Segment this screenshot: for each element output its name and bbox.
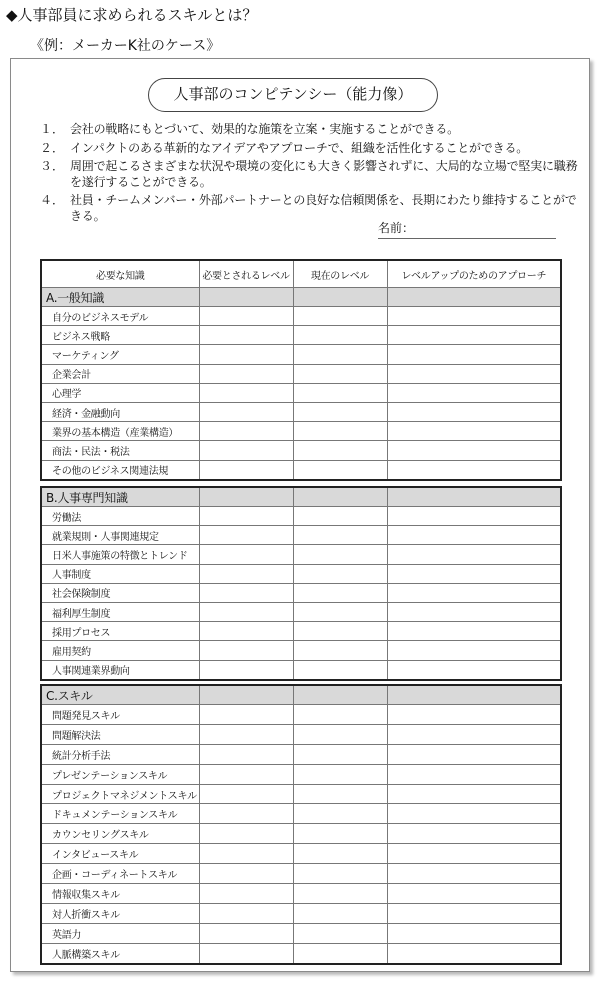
competency-item <box>40 141 580 157</box>
table-row <box>41 583 561 602</box>
current-level-cell[interactable] <box>293 564 387 583</box>
required-level-cell[interactable] <box>199 943 293 963</box>
section-title: B.人事専門知識 <box>41 487 199 507</box>
section-cell <box>293 288 387 307</box>
item-label: 労働法 <box>41 507 199 526</box>
table-row <box>41 564 561 583</box>
required-level-cell[interactable] <box>199 764 293 784</box>
current-level-cell[interactable] <box>293 507 387 526</box>
current-level-cell[interactable] <box>293 864 387 884</box>
required-level-cell[interactable] <box>199 326 293 345</box>
section-cell <box>387 288 561 307</box>
competency-number: ４． <box>40 193 65 207</box>
current-level-cell[interactable] <box>293 460 387 480</box>
competency-number: １． <box>40 122 65 136</box>
table-row <box>41 724 561 744</box>
current-level-cell[interactable] <box>293 705 387 725</box>
approach-cell[interactable] <box>387 364 561 383</box>
approach-cell[interactable] <box>387 824 561 844</box>
current-level-cell[interactable] <box>293 622 387 641</box>
section-header-row <box>41 288 561 307</box>
table-row <box>41 784 561 804</box>
item-label: インタビュースキル <box>41 844 199 864</box>
approach-cell[interactable] <box>387 326 561 345</box>
section-cell <box>293 685 387 705</box>
section-cell <box>199 288 293 307</box>
table-row <box>41 307 561 326</box>
item-label: 対人折衝スキル <box>41 903 199 923</box>
approach-cell[interactable] <box>387 744 561 764</box>
current-level-cell[interactable] <box>293 526 387 545</box>
item-label: プロジェクトマネジメントスキル <box>41 784 199 804</box>
approach-cell[interactable] <box>387 564 561 583</box>
competency-item <box>40 159 580 190</box>
approach-cell[interactable] <box>387 764 561 784</box>
required-level-cell[interactable] <box>199 526 293 545</box>
current-level-cell[interactable] <box>293 764 387 784</box>
current-level-cell[interactable] <box>293 402 387 421</box>
header-current-level: 現在のレベル <box>293 260 387 288</box>
table-row <box>41 844 561 864</box>
approach-cell[interactable] <box>387 441 561 460</box>
table-row <box>41 441 561 460</box>
approach-cell[interactable] <box>387 307 561 326</box>
required-level-cell[interactable] <box>199 383 293 402</box>
current-level-cell[interactable] <box>293 943 387 963</box>
current-level-cell[interactable] <box>293 545 387 564</box>
item-label: 人事関連業界動向 <box>41 660 199 680</box>
section-title: A.一般知識 <box>41 288 199 307</box>
current-level-cell[interactable] <box>293 422 387 441</box>
current-level-cell[interactable] <box>293 660 387 680</box>
item-label: 業界の基本構造（産業構造） <box>41 422 199 441</box>
required-level-cell[interactable] <box>199 545 293 564</box>
table-row <box>41 903 561 923</box>
table-row <box>41 864 561 884</box>
item-label: 就業規則・人事関連規定 <box>41 526 199 545</box>
table-row <box>41 402 561 421</box>
required-level-cell[interactable] <box>199 923 293 943</box>
current-level-cell[interactable] <box>293 583 387 602</box>
table-row <box>41 383 561 402</box>
table-body <box>41 487 561 680</box>
required-level-cell[interactable] <box>199 804 293 824</box>
current-level-cell[interactable] <box>293 441 387 460</box>
example-caption: 《例：メーカーK社のケース》 <box>30 38 221 54</box>
table-row <box>41 764 561 784</box>
item-label: 問題解決法 <box>41 724 199 744</box>
table-row <box>41 507 561 526</box>
approach-cell[interactable] <box>387 583 561 602</box>
section-cell <box>199 685 293 705</box>
competency-number: ２． <box>40 140 65 155</box>
approach-cell[interactable] <box>387 460 561 480</box>
table-row <box>41 602 561 621</box>
required-level-cell[interactable] <box>199 784 293 804</box>
current-level-cell[interactable] <box>293 844 387 864</box>
item-label: ドキュメンテーションスキル <box>41 804 199 824</box>
current-level-cell[interactable] <box>293 824 387 844</box>
competency-number: ３． <box>40 159 65 173</box>
name-field[interactable] <box>378 220 556 239</box>
item-label: 自分のビジネスモデル <box>41 307 199 326</box>
required-level-cell[interactable] <box>199 903 293 923</box>
item-label: 問題発見スキル <box>41 705 199 725</box>
competency-list <box>40 122 580 227</box>
page-heading: ◆人事部員に求められるスキルとは？ <box>6 6 258 24</box>
competency-text: 周囲で起こるさまざまな状況や環境の変化にも大きく影響されずに、大局的な立場で堅実に職務を遂行することができる。 <box>70 159 578 189</box>
current-level-cell[interactable] <box>293 641 387 660</box>
approach-cell[interactable] <box>387 526 561 545</box>
current-level-cell[interactable] <box>293 784 387 804</box>
required-level-cell[interactable] <box>199 641 293 660</box>
table-row <box>41 326 561 345</box>
table-header-row <box>41 260 561 288</box>
current-level-cell[interactable] <box>293 326 387 345</box>
approach-cell[interactable] <box>387 943 561 963</box>
table-body <box>41 260 561 480</box>
current-level-cell[interactable] <box>293 903 387 923</box>
item-label: ビジネス戦略 <box>41 326 199 345</box>
current-level-cell[interactable] <box>293 884 387 904</box>
required-level-cell[interactable] <box>199 884 293 904</box>
knowledge-table-general <box>40 259 562 481</box>
approach-cell[interactable] <box>387 545 561 564</box>
table-row <box>41 345 561 364</box>
table-row <box>41 705 561 725</box>
approach-cell[interactable] <box>387 784 561 804</box>
required-level-cell[interactable] <box>199 622 293 641</box>
current-level-cell[interactable] <box>293 744 387 764</box>
competency-text: インパクトのある革新的なアイデアやアプローチで、組織を活性化することができる。 <box>70 140 529 155</box>
name-label: 名前： <box>378 221 415 235</box>
approach-cell[interactable] <box>387 804 561 824</box>
current-level-cell[interactable] <box>293 364 387 383</box>
approach-cell[interactable] <box>387 622 561 641</box>
required-level-cell[interactable] <box>199 724 293 744</box>
current-level-cell[interactable] <box>293 602 387 621</box>
required-level-cell[interactable] <box>199 744 293 764</box>
required-level-cell[interactable] <box>199 460 293 480</box>
approach-cell[interactable] <box>387 884 561 904</box>
approach-cell[interactable] <box>387 923 561 943</box>
item-label: 経済・金融動向 <box>41 402 199 421</box>
approach-cell[interactable] <box>387 641 561 660</box>
item-label: カウンセリングスキル <box>41 824 199 844</box>
table-row <box>41 824 561 844</box>
required-level-cell[interactable] <box>199 824 293 844</box>
required-level-cell[interactable] <box>199 402 293 421</box>
current-level-cell[interactable] <box>293 383 387 402</box>
table-row <box>41 943 561 963</box>
required-level-cell[interactable] <box>199 844 293 864</box>
knowledge-table-hr <box>40 486 562 681</box>
item-label: 日米人事施策の特徴とトレンド <box>41 545 199 564</box>
item-label: その他のビジネス関連法規 <box>41 460 199 480</box>
required-level-cell[interactable] <box>199 364 293 383</box>
required-level-cell[interactable] <box>199 345 293 364</box>
item-label: 統計分析手法 <box>41 744 199 764</box>
section-cell <box>199 487 293 507</box>
item-label: マーケティング <box>41 345 199 364</box>
section-header-row <box>41 685 561 705</box>
competency-title: 人事部のコンピテンシー（能力像） <box>148 78 438 112</box>
table-row <box>41 422 561 441</box>
skills-table <box>40 684 562 965</box>
table-row <box>41 923 561 943</box>
approach-cell[interactable] <box>387 422 561 441</box>
approach-cell[interactable] <box>387 345 561 364</box>
section-cell <box>293 487 387 507</box>
current-level-cell[interactable] <box>293 345 387 364</box>
current-level-cell[interactable] <box>293 724 387 744</box>
approach-cell[interactable] <box>387 724 561 744</box>
approach-cell[interactable] <box>387 660 561 680</box>
current-level-cell[interactable] <box>293 923 387 943</box>
section-cell <box>387 685 561 705</box>
approach-cell[interactable] <box>387 844 561 864</box>
item-label: 商法・民法・税法 <box>41 441 199 460</box>
item-label: 社会保険制度 <box>41 583 199 602</box>
table-row <box>41 460 561 480</box>
item-label: 企画・コーディネートスキル <box>41 864 199 884</box>
required-level-cell[interactable] <box>199 705 293 725</box>
required-level-cell[interactable] <box>199 602 293 621</box>
item-label: 英語力 <box>41 923 199 943</box>
current-level-cell[interactable] <box>293 307 387 326</box>
item-label: 採用プロセス <box>41 622 199 641</box>
table-row <box>41 364 561 383</box>
section-cell <box>387 487 561 507</box>
approach-cell[interactable] <box>387 864 561 884</box>
required-level-cell[interactable] <box>199 307 293 326</box>
table-row <box>41 884 561 904</box>
item-label: 企業会計 <box>41 364 199 383</box>
item-label: 情報収集スキル <box>41 884 199 904</box>
required-level-cell[interactable] <box>199 422 293 441</box>
header-required-level: 必要とされるレベル <box>199 260 293 288</box>
approach-cell[interactable] <box>387 602 561 621</box>
table-body <box>41 685 561 964</box>
approach-cell[interactable] <box>387 383 561 402</box>
table-row <box>41 641 561 660</box>
item-label: 人事制度 <box>41 564 199 583</box>
section-header-row <box>41 487 561 507</box>
required-level-cell[interactable] <box>199 660 293 680</box>
approach-cell[interactable] <box>387 507 561 526</box>
table-row <box>41 545 561 564</box>
item-label: 心理学 <box>41 383 199 402</box>
approach-cell[interactable] <box>387 903 561 923</box>
item-label: プレゼンテーションスキル <box>41 764 199 784</box>
table-row <box>41 744 561 764</box>
table-row <box>41 804 561 824</box>
header-knowledge: 必要な知識 <box>41 260 199 288</box>
table-row <box>41 622 561 641</box>
required-level-cell[interactable] <box>199 507 293 526</box>
required-level-cell[interactable] <box>199 583 293 602</box>
required-level-cell[interactable] <box>199 564 293 583</box>
competency-item <box>40 122 580 138</box>
approach-cell[interactable] <box>387 402 561 421</box>
item-label: 人脈構築スキル <box>41 943 199 963</box>
item-label: 雇用契約 <box>41 641 199 660</box>
approach-cell[interactable] <box>387 705 561 725</box>
competency-text: 会社の戦略にもとづいて、効果的な施策を立案・実施することができる。 <box>70 122 459 136</box>
table-row <box>41 526 561 545</box>
current-level-cell[interactable] <box>293 804 387 824</box>
competency-text: 社員・チームメンバー・外部パートナーとの良好な信頼関係を、長期にわたり維持することができる。 <box>70 193 577 223</box>
required-level-cell[interactable] <box>199 441 293 460</box>
table-row <box>41 660 561 680</box>
header-approach: レベルアップのためのアプローチ <box>387 260 561 288</box>
item-label: 福利厚生制度 <box>41 602 199 621</box>
required-level-cell[interactable] <box>199 864 293 884</box>
section-title: C.スキル <box>41 685 199 705</box>
